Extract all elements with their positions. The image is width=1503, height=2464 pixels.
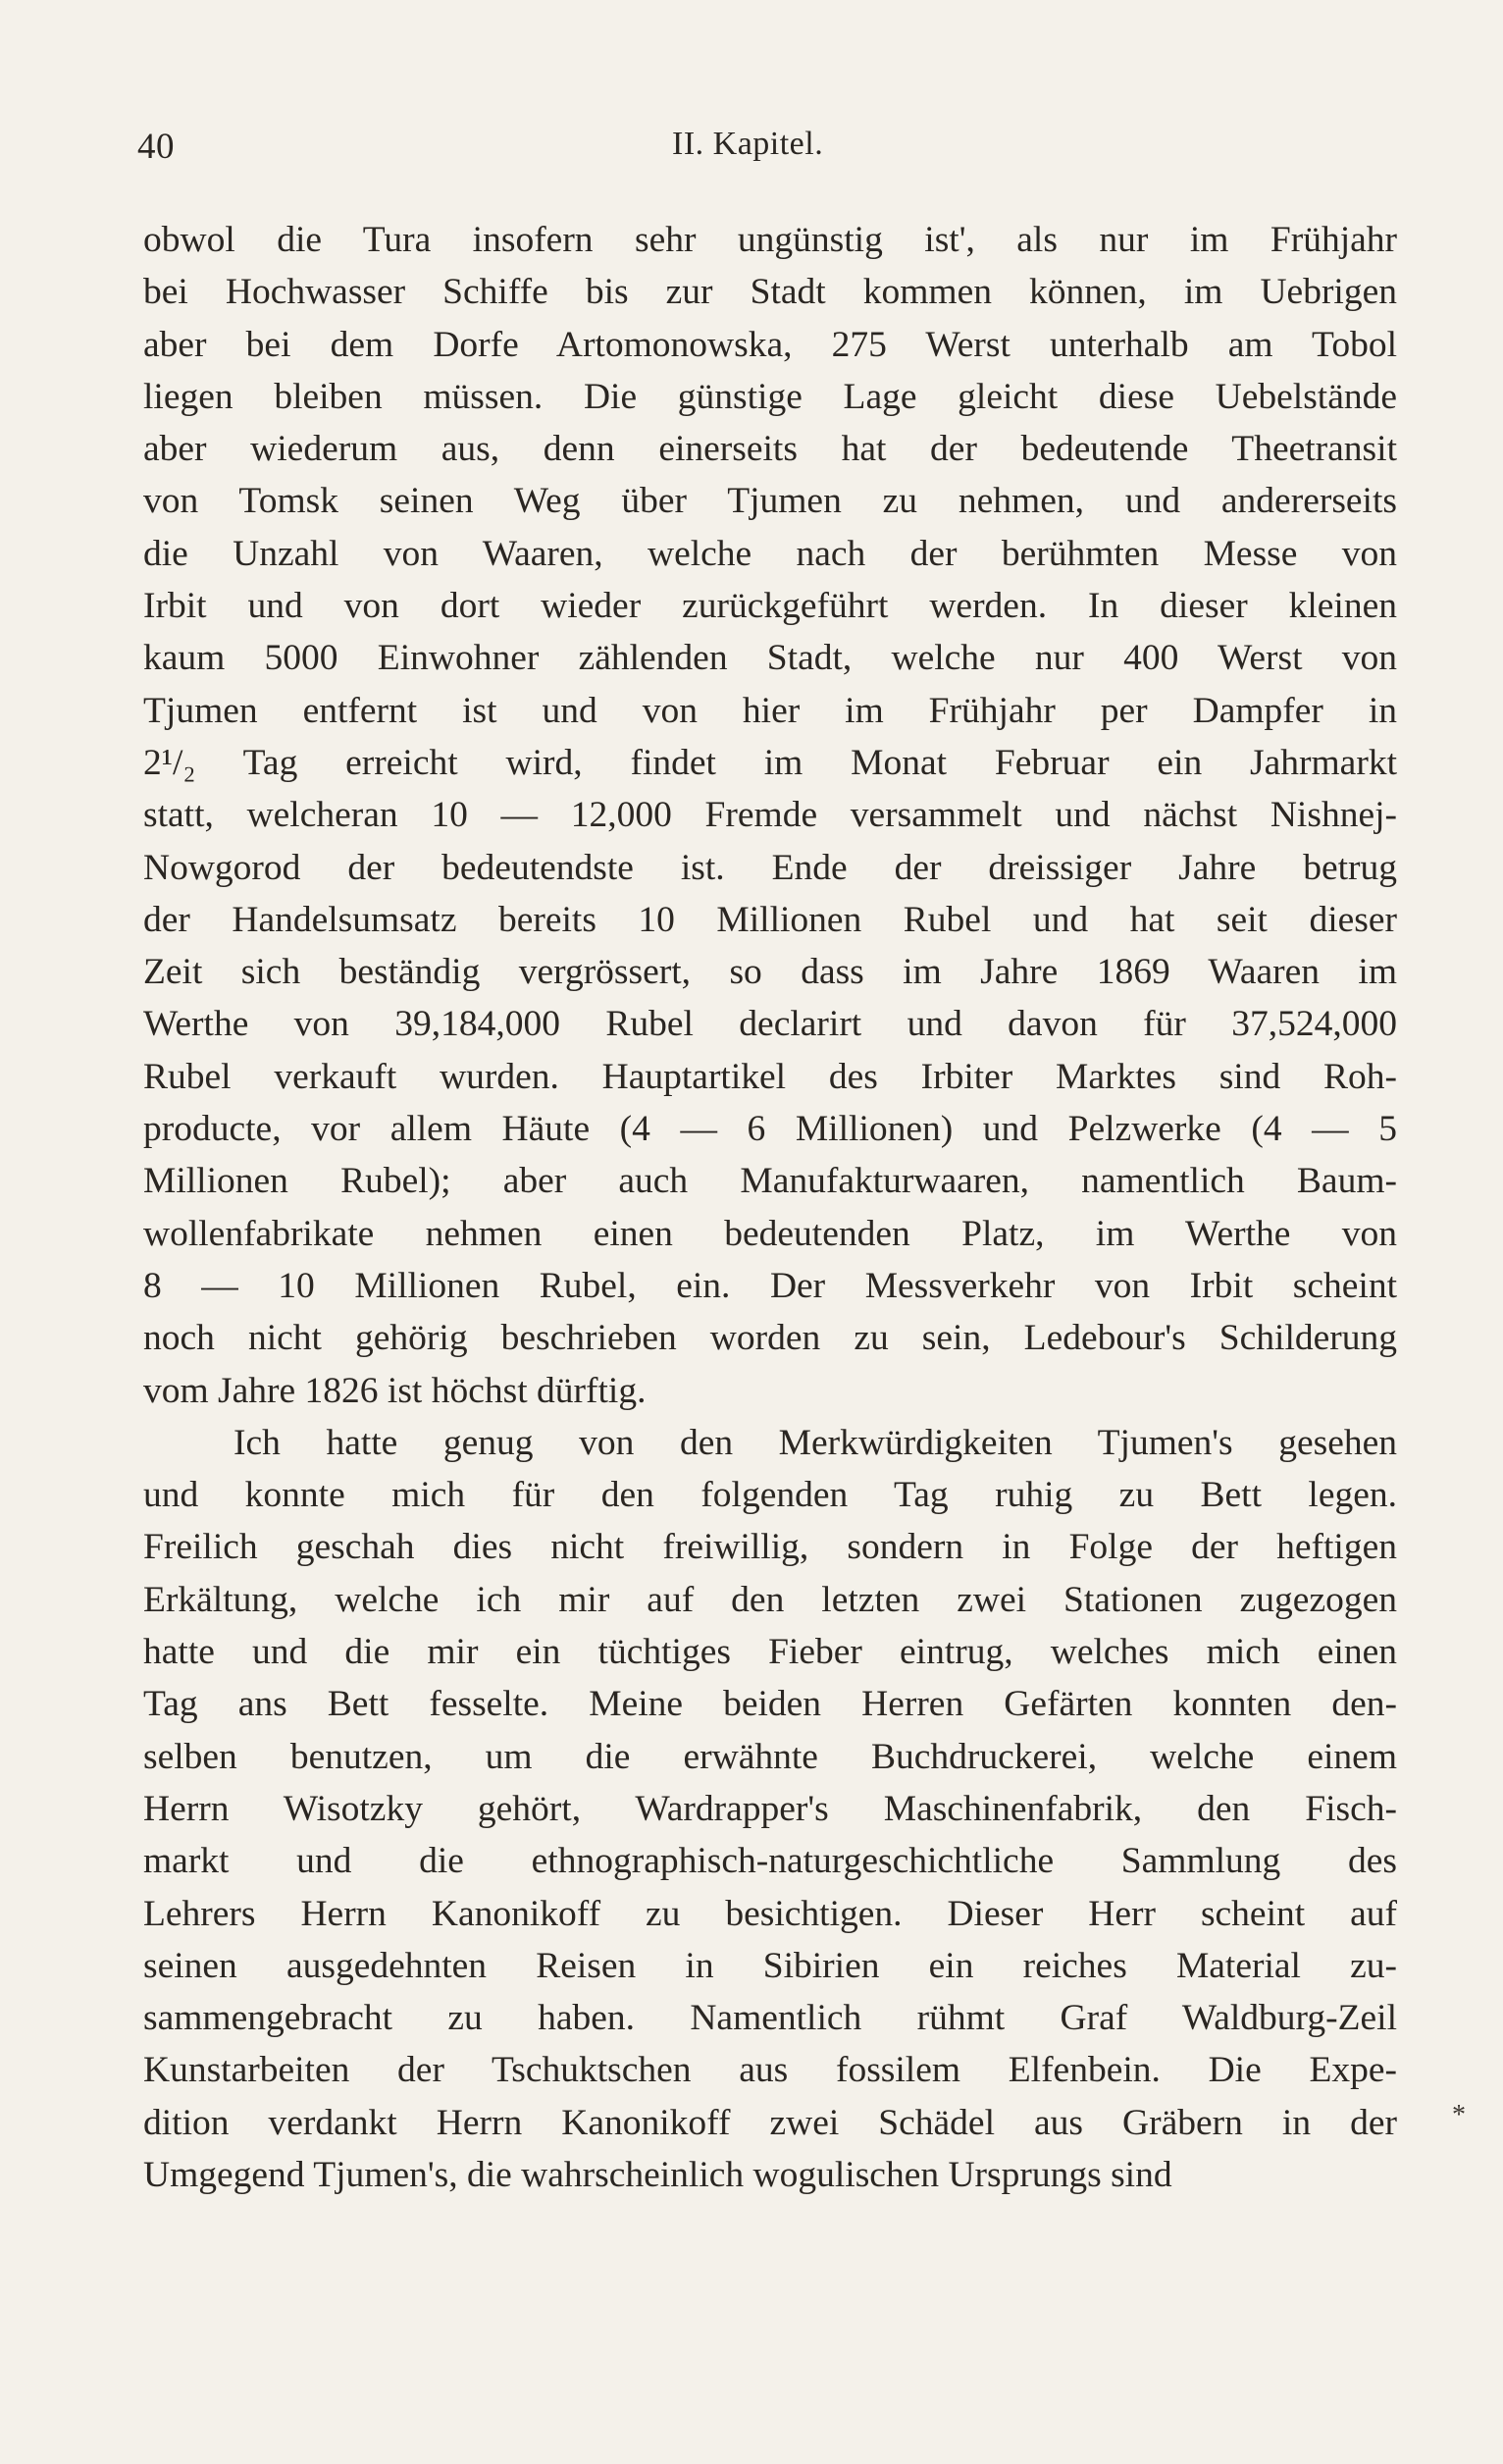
text-line: hatte und die mir ein tüchtiges Fieber eintrug, welches mich einen xyxy=(143,1632,1397,1673)
text-line: Herrn Wisotzky gehört, Wardrapper's Maschinenfabrik, den Fisch- xyxy=(143,1788,1397,1829)
text-line: liegen bleiben müssen. Die günstige Lage gleicht diese Uebelstände xyxy=(143,376,1397,417)
text-line: aber wiederum aus, denn einerseits hat der bedeutende Theetransit xyxy=(143,429,1397,470)
page-number: 40 xyxy=(137,127,175,167)
text-line: Kunstarbeiten der Tschuktschen aus fossilem Elfenbein. Die Expe- xyxy=(143,2050,1397,2091)
text-line: dition verdankt Herrn Kanonikoff zwei Schädel aus Gräbern in der xyxy=(143,2102,1397,2143)
text-line: Irbit und von dort wieder zurückgeführt werden. In dieser kleinen xyxy=(143,586,1397,627)
text-line: Tag ans Bett fesselte. Meine beiden Herren Gefärten konnten den- xyxy=(143,1684,1397,1725)
text-line: Zeit sich beständig vergrössert, so dass im Jahre 1869 Waaren im xyxy=(143,952,1397,993)
text-line: Tjumen entfernt ist und von hier im Frühjahr per Dampfer in xyxy=(143,690,1397,731)
text-line: bei Hochwasser Schiffe bis zur Stadt kommen können, im Uebrigen xyxy=(143,272,1397,313)
text-line: obwol die Tura insofern sehr ungünstig ist', als nur im Frühjahr xyxy=(143,220,1397,260)
text-line: Lehrers Herrn Kanonikoff zu besichtigen. Dieser Herr scheint auf xyxy=(143,1893,1397,1934)
text-line: 2¹/₂ Tag erreicht wird, findet im Monat Februar ein Jahrmarkt xyxy=(143,742,1397,783)
text-line: producte, vor allem Häute (4 — 6 Millionen) und Pelzwerke (4 — 5 xyxy=(143,1109,1397,1150)
margin-mark: * xyxy=(1452,2100,1466,2130)
text-line: Umgegend Tjumen's, die wahrscheinlich wogulischen Ursprungs sind xyxy=(143,2154,1172,2195)
text-line: Millionen Rubel); aber auch Manufakturwaaren, namentlich Baum- xyxy=(143,1161,1397,1202)
text-line: aber bei dem Dorfe Artomonowska, 275 Werst unterhalb am Tobol xyxy=(143,324,1397,365)
text-line: 8 — 10 Millionen Rubel, ein. Der Messverkehr von Irbit scheint xyxy=(143,1265,1397,1306)
text-line: der Handelsumsatz bereits 10 Millionen Rubel und hat seit dieser xyxy=(143,899,1397,940)
text-line: Werthe von 39,184,000 Rubel declarirt und davon für 37,524,000 xyxy=(143,1004,1397,1045)
paragraph xyxy=(143,1417,1397,2201)
text-line: Erkältung, welche ich mir auf den letzten zwei Stationen zugezogen xyxy=(143,1579,1397,1620)
text-line: von Tomsk seinen Weg über Tjumen zu nehmen, und andererseits xyxy=(143,481,1397,522)
chapter-title: II. Kapitel. xyxy=(672,126,824,162)
text-line: selben benutzen, um die erwähnte Buchdruckerei, welche einem xyxy=(143,1736,1397,1777)
text-line: Nowgorod der bedeutendste ist. Ende der dreissiger Jahre betrug xyxy=(143,847,1397,888)
text-line: wollenfabrikate nehmen einen bedeutenden Platz, im Werthe von xyxy=(143,1213,1397,1254)
text-line: kaum 5000 Einwohner zählenden Stadt, welche nur 400 Werst von xyxy=(143,638,1397,679)
text-line: die Unzahl von Waaren, welche nach der berühmten Messe von xyxy=(143,533,1397,574)
text-line: seinen ausgedehnten Reisen in Sibirien ein reiches Material zu- xyxy=(143,1945,1397,1986)
text-line: Freilich geschah dies nicht freiwillig, sondern in Folge der heftigen xyxy=(143,1527,1397,1568)
text-line: und konnte mich für den folgenden Tag ruhig zu Bett legen. xyxy=(143,1475,1397,1516)
text-line: sammengebracht zu haben. Namentlich rühmt Graf Waldburg-Zeil xyxy=(143,1998,1397,2039)
text-line: markt und die ethnographisch-naturgeschichtliche Sammlung des xyxy=(143,1841,1397,1882)
text-line: vom Jahre 1826 ist höchst dürftig. xyxy=(143,1370,647,1411)
text-line: statt, welcheran 10 — 12,000 Fremde versammelt und nächst Nishnej- xyxy=(143,795,1397,836)
body-text xyxy=(143,214,1397,2201)
paragraph xyxy=(143,214,1397,1417)
text-line: Rubel verkauft wurden. Hauptartikel des Irbiter Marktes sind Roh- xyxy=(143,1056,1397,1097)
running-head xyxy=(137,126,1397,175)
text-line: noch nicht gehörig beschrieben worden zu sein, Ledebour's Schilderung xyxy=(143,1318,1397,1359)
text-line: Ich hatte genug von den Merkwürdigkeiten Tjumen's gesehen xyxy=(233,1422,1397,1463)
